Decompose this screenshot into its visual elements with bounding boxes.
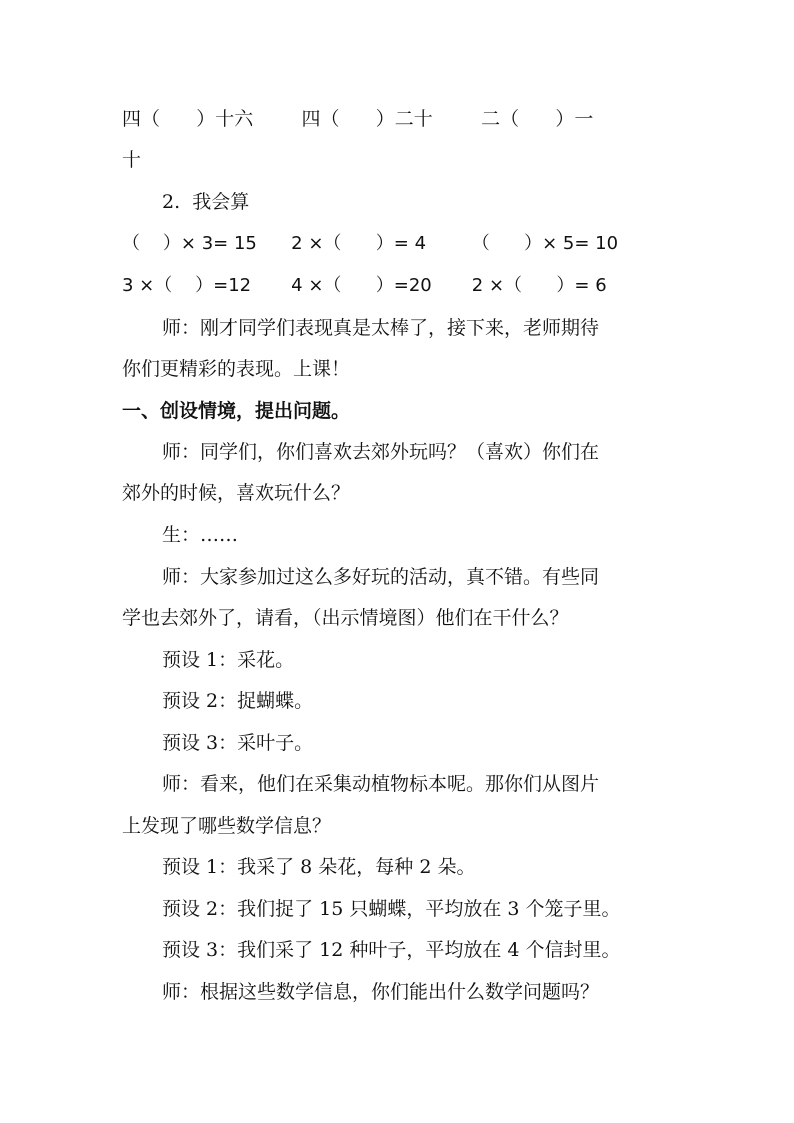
calc-row-1: （ ）× 3= 15 2 ×（ ）= 4 （ ）× 5= 10 (122, 233, 619, 254)
preset-info-1: 预设 1：我采了 8 朵花，每种 2 朵。 (162, 856, 476, 878)
preset-1: 预设 1：采花。 (162, 649, 295, 671)
preset-3: 预设 3：采叶子。 (162, 732, 314, 754)
exercise-fill-blank-wrap: 十 (122, 149, 142, 171)
exercise-fill-blank-line: 四（ ）十六 四（ ）二十 二（ ）一 (122, 108, 594, 130)
paragraph-teacher-5: 师：根据这些数学信息，你们能出什么数学问题吗？ (162, 981, 600, 1003)
paragraph-teacher-3: 师：大家参加过这么多好玩的活动，真不错。有些同 (162, 566, 600, 588)
preset-info-3: 预设 3：我们采了 12 种叶子，平均放在 4 个信封里。 (162, 939, 621, 961)
paragraph-teacher-2-cont: 郊外的时候，喜欢玩什么？ (122, 482, 351, 504)
calc-row-2: 3 ×（ ）=12 4 ×（ ）=20 2 ×（ ）= 6 (122, 275, 607, 296)
paragraph-student: 生：…… (162, 524, 239, 546)
paragraph-teacher-3-cont: 学也去郊外了，请看，（出示情境图）他们在干什么？ (122, 607, 569, 629)
paragraph-teacher-1-cont: 你们更精彩的表现。上课！ (122, 358, 351, 380)
paragraph-teacher-2: 师：同学们，你们喜欢去郊外玩吗？（喜欢）你们在 (162, 441, 600, 463)
section-heading-calc: 2. 我会算 (162, 191, 250, 213)
preset-info-2: 预设 2：我们捉了 15 只蝴蝶，平均放在 3 个笼子里。 (162, 898, 621, 920)
paragraph-teacher-1: 师：刚才同学们表现真是太棒了，接下来，老师期待 (162, 317, 600, 339)
paragraph-teacher-4: 师：看来，他们在采集动植物标本呢。那你们从图片 (162, 773, 600, 795)
section-heading-situation: 一、创设情境，提出问题。 (122, 400, 351, 422)
paragraph-teacher-4-cont: 上发现了哪些数学信息？ (122, 815, 332, 837)
preset-2: 预设 2：捉蝴蝶。 (162, 690, 314, 712)
